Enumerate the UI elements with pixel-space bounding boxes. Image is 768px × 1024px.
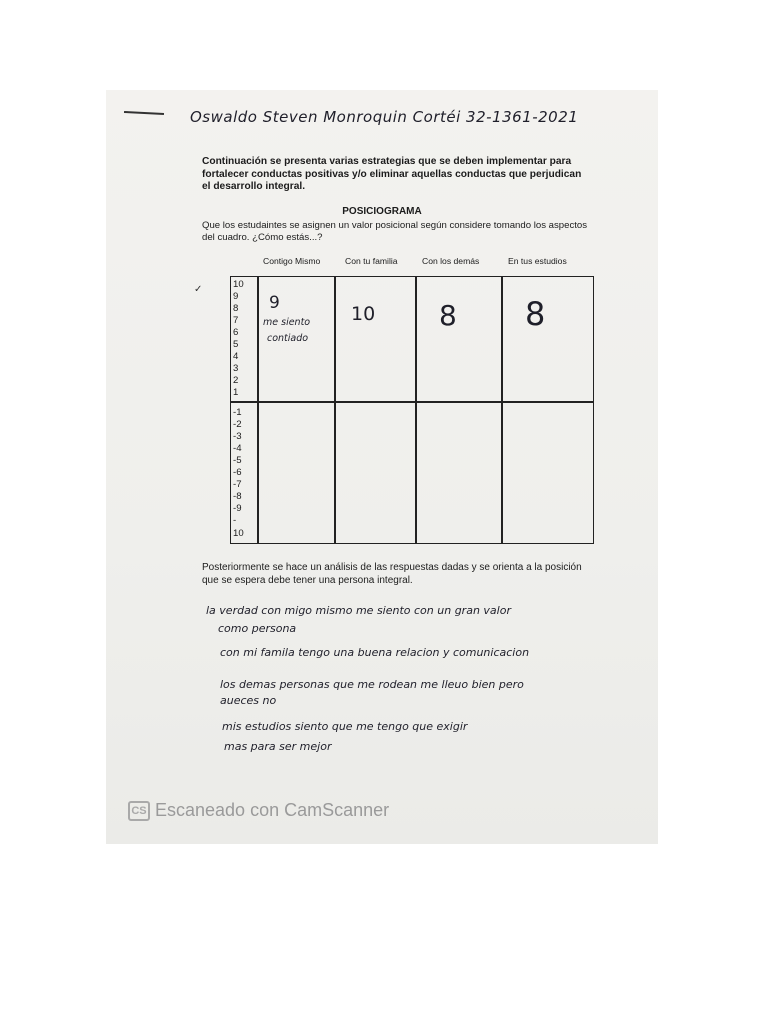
answer-line: mis estudios siento que me tengo que exigir: [222, 720, 468, 733]
grid-divider: [501, 277, 503, 543]
scale-value: -: [233, 515, 237, 526]
watermark-text: Escaneado con CamScanner: [155, 800, 390, 820]
scale-value: -3: [233, 431, 242, 442]
answer-line: con mi famila tengo una buena relacion y comunicacion: [220, 646, 530, 659]
scale-value: 5: [233, 339, 239, 350]
scale-value: -2: [233, 419, 242, 430]
scale-value: 3: [233, 363, 239, 374]
grid-divider: [334, 277, 336, 543]
answer-line: como persona: [218, 622, 297, 635]
scale-value: -4: [233, 443, 242, 454]
scale-value: 1: [233, 387, 239, 398]
answer-line: mas para ser mejor: [224, 740, 332, 753]
scale-value: -9: [233, 503, 242, 514]
answer-line: aueces no: [220, 694, 277, 707]
scale-value: 7: [233, 315, 239, 326]
mark-demas: 8: [439, 299, 457, 332]
tick-mark-icon: ✓: [194, 284, 203, 295]
grid-divider: [231, 401, 593, 403]
scale-value: 4: [233, 351, 239, 362]
scale-value: 2: [233, 375, 239, 386]
grid-divider: [415, 277, 417, 543]
camscanner-logo-icon: CS: [128, 801, 150, 821]
question-text: Que los estudaintes se asignen un valor posicional según considere tomando los aspectos del cuadro. ¿Cómo estás...?: [202, 220, 588, 243]
scale-value: 9: [233, 291, 239, 302]
mark-contigo: 9: [269, 293, 280, 313]
column-header-estudios: En tus estudios: [508, 256, 567, 266]
scale-value: 6: [233, 327, 239, 338]
scale-value: -7: [233, 479, 242, 490]
answer-line: la verdad con migo mismo me siento con un gran valor: [206, 604, 511, 617]
mark-familia: 10: [351, 303, 376, 325]
scale-value: -6: [233, 467, 242, 478]
column-header-familia: Con tu familia: [345, 256, 398, 266]
scale-value: 8: [233, 303, 239, 314]
column-header-contigo: Contigo Mismo: [263, 256, 321, 266]
mark-contigo-note: me siento: [263, 317, 311, 328]
camscanner-watermark: [128, 800, 389, 821]
answer-line: los demas personas que me rodean me lleuo bien pero: [220, 678, 524, 691]
page-title: POSICIOGRAMA: [342, 206, 422, 217]
posiciograma-grid: [230, 276, 594, 544]
grid-divider: [257, 277, 259, 543]
scale-value: 10: [233, 279, 244, 290]
pen-stroke: [124, 111, 164, 115]
scale-value: -1: [233, 407, 242, 418]
column-header-demas: Con los demás: [422, 256, 480, 266]
intro-text: Continuación se presenta varias estrategias que se deben implementar para fortalecer conductas positivas y/o eliminar aquellas conductas que perjudican el desarrollo integral.: [202, 156, 582, 192]
scanned-page: [106, 90, 658, 844]
scale-value: -8: [233, 491, 242, 502]
scale-value: 10: [233, 528, 244, 539]
student-name: Oswaldo Steven Monroquin Cortéi 32-1361-2021: [190, 108, 579, 126]
analysis-instructions: Posteriormente se hace un análisis de las respuestas dadas y se orienta a la posición que se espera debe tener una persona integral.: [202, 562, 582, 586]
mark-contigo-note: contiado: [267, 333, 309, 344]
mark-estudios: 8: [525, 295, 546, 333]
scale-value: -5: [233, 455, 242, 466]
